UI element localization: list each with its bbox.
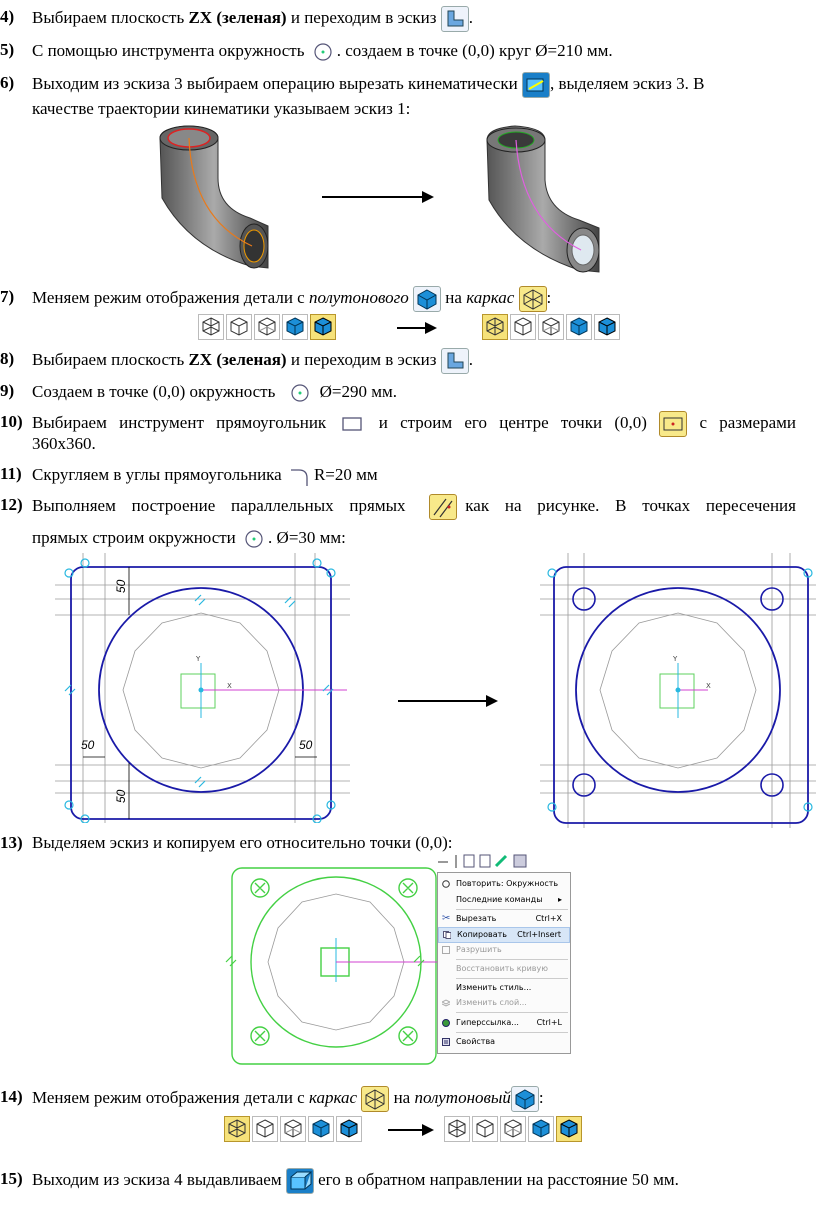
step-text: прямых строим окружности [32,527,241,547]
dimension-label: 50 [81,738,95,752]
shaded-mode-icon[interactable] [511,1086,539,1112]
step-text: Меняем режим отображения детали с [32,1087,309,1107]
mode-name: каркас [466,287,515,307]
step-number: 9) [0,381,15,400]
circle-tool-icon[interactable] [286,380,314,406]
circle-icon [442,880,450,888]
fillet-tool-icon[interactable] [286,463,314,489]
menu-item-shortcut: Ctrl+Insert [517,930,561,939]
submenu-arrow-icon: ▸ [557,895,562,904]
layer-icon [442,999,450,1007]
wireframe-icon[interactable] [224,1116,250,1142]
step-text: Выбираем инструмент прямоугольник [32,412,339,432]
step-text: Ø=290 мм. [319,381,397,401]
menu-item-label: Копировать [457,930,507,939]
menu-item-label: Свойства [456,1037,496,1046]
shaded-icon[interactable] [282,314,308,340]
mini-toolbar [436,852,536,870]
plane-name: ZX (зеленая) [188,349,287,369]
hidden-lines-thin-icon[interactable] [280,1116,306,1142]
sketch-icon[interactable] [441,348,469,374]
display-mode-toolbar-after [482,314,620,340]
step-text: , выделяем эскиз 3. В [549,73,705,93]
wireframe-icon[interactable] [444,1116,470,1142]
wireframe-mode-icon[interactable] [361,1086,389,1112]
shaded-icon[interactable] [566,314,592,340]
display-mode-toolbar-before [224,1116,362,1142]
mode-name: полутоновый [414,1087,511,1107]
step-text: качестве траектории кинематики указываем эскиз 1: [32,99,411,118]
svg-text:Y: Y [196,655,201,663]
menu-item-shortcut: Ctrl+X [535,914,562,923]
sketch-left [55,553,350,823]
process-arrow [398,700,496,702]
menu-item-label: Восстановить кривую [456,964,548,973]
step-text: Выполняем построение параллельных прямых [32,495,422,515]
display-mode-toolbar-after [444,1116,582,1142]
step-text: на [441,287,467,307]
step-text: Выбираем плоскость [32,7,189,27]
scissors-icon: ✂ [442,913,451,924]
step-text: . Ø=30 мм: [268,527,346,547]
step-text: как на рисунке. В точках пересечения [465,495,796,515]
step-text: и переходим в эскиз [286,349,441,369]
wireframe-icon[interactable] [482,314,508,340]
shaded-icon[interactable] [528,1116,554,1142]
shaded-mode-icon[interactable] [413,286,441,312]
menu-item-label: Разрушить [456,945,502,954]
step-number: 6) [0,73,15,92]
menu-item-shortcut: Ctrl+L [536,1018,562,1027]
menu-item-hyperlink[interactable] [438,1016,570,1030]
parallel-line-icon[interactable] [429,494,457,520]
step-text: с размерами [687,412,796,432]
menu-item-change-layer[interactable] [438,996,570,1010]
dimension-label: 50 [299,738,313,752]
step-text: Выходим из эскиза 3 выбираем операцию вырезать кинематически [32,73,522,93]
menu-item-restore-curve[interactable] [438,962,570,976]
step-text: Меняем режим отображения детали с [32,287,309,307]
step-text: . [468,7,473,27]
shaded-icon[interactable] [308,1116,334,1142]
dimension-label: 50 [114,579,128,593]
sketch-right [540,553,816,828]
hidden-lines-thin-icon[interactable] [500,1116,526,1142]
menu-item-copy[interactable] [438,927,570,943]
copy-icon [443,931,451,939]
step-number: 5) [0,40,15,59]
step-text: Выделяем эскиз и копируем его относительно точки (0,0): [32,833,453,852]
process-arrow [397,327,435,329]
step-text: . создаем в точке (0,0) круг Ø=210 мм. [336,40,613,60]
menu-item-destroy[interactable] [438,943,570,957]
svg-text:X: X [227,682,232,690]
elbow-before-figure [150,118,280,280]
svg-text:X: X [706,682,711,690]
menu-item-label: Изменить стиль... [456,983,532,992]
dimension-label: 50 [114,789,128,803]
step-number: 14) [0,1087,23,1106]
step-number: 4) [0,7,15,26]
svg-text:Y: Y [673,655,678,663]
step-number: 7) [0,287,15,306]
globe-icon [442,1019,450,1027]
step-text: С помощью инструмента окружность [32,40,309,60]
mode-name: каркас [308,1087,358,1107]
process-arrow [322,196,432,198]
step-text: Скругляем в углы прямоугольника [32,464,286,484]
step-text: . [468,349,473,369]
sketch-icon[interactable] [441,6,469,32]
menu-item-cut[interactable] [438,912,570,926]
context-menu [437,872,571,1054]
step-number: 15) [0,1169,23,1188]
step-text: его в обратном направлении на расстояние 50 мм. [318,1169,679,1189]
wireframe-icon[interactable] [198,314,224,340]
step-text: : [546,287,552,307]
step-text: : [538,1087,544,1107]
step-text: и строим его центре точки (0,0) [366,412,660,432]
menu-item-label: Изменить слой... [456,998,527,1007]
step-text: и переходим в эскиз [286,7,441,27]
hidden-lines-thin-icon[interactable] [254,314,280,340]
shaded-edges-icon[interactable] [556,1116,582,1142]
elbow-after-figure [477,118,612,280]
hidden-lines-removed-icon[interactable] [226,314,252,340]
sketch-selected [220,858,442,1070]
plane-name: ZX (зеленая) [188,7,287,27]
step-text: Выходим из эскиза 4 выдавливаем [32,1169,286,1189]
process-arrow [388,1129,432,1131]
mode-name: полутонового [308,287,409,307]
menu-item-properties[interactable] [438,1035,570,1049]
shaded-edges-icon[interactable] [310,314,336,340]
step-number: 10) [0,412,23,431]
destroy-icon [442,946,450,954]
step-number: 12) [0,495,23,514]
circle-tool-icon[interactable] [309,39,337,65]
menu-item-label: Повторить: Окружность [456,879,559,888]
step-number: 13) [0,833,23,852]
menu-item-repeat-circle[interactable] [438,877,570,891]
wireframe-mode-icon[interactable] [519,286,547,312]
menu-item-change-style[interactable] [438,981,570,995]
properties-icon [442,1038,450,1046]
menu-item-recent-commands[interactable] [438,893,570,907]
step-text: Создаем в точке (0,0) окружность [32,381,280,401]
shaded-edges-icon[interactable] [594,314,620,340]
hidden-lines-thin-icon[interactable] [538,314,564,340]
circle-tool-icon[interactable] [240,526,268,552]
hidden-lines-removed-icon[interactable] [510,314,536,340]
hidden-lines-removed-icon[interactable] [252,1116,278,1142]
menu-item-label: Гиперссылка... [456,1018,519,1027]
step-text: R=20 мм [313,464,378,484]
step-number: 8) [0,349,15,368]
display-mode-toolbar-before [198,314,336,340]
hidden-lines-removed-icon[interactable] [472,1116,498,1142]
shaded-edges-icon[interactable] [336,1116,362,1142]
step-text: на [389,1087,415,1107]
step-text: Выбираем плоскость [32,349,189,369]
kinematic-cut-icon[interactable] [522,72,550,98]
extrude-icon[interactable] [286,1168,314,1194]
menu-item-label: Последние команды [456,895,543,904]
menu-item-label: Вырезать [456,914,497,923]
step-number: 11) [0,464,22,483]
step-text: 360х360. [32,434,96,453]
